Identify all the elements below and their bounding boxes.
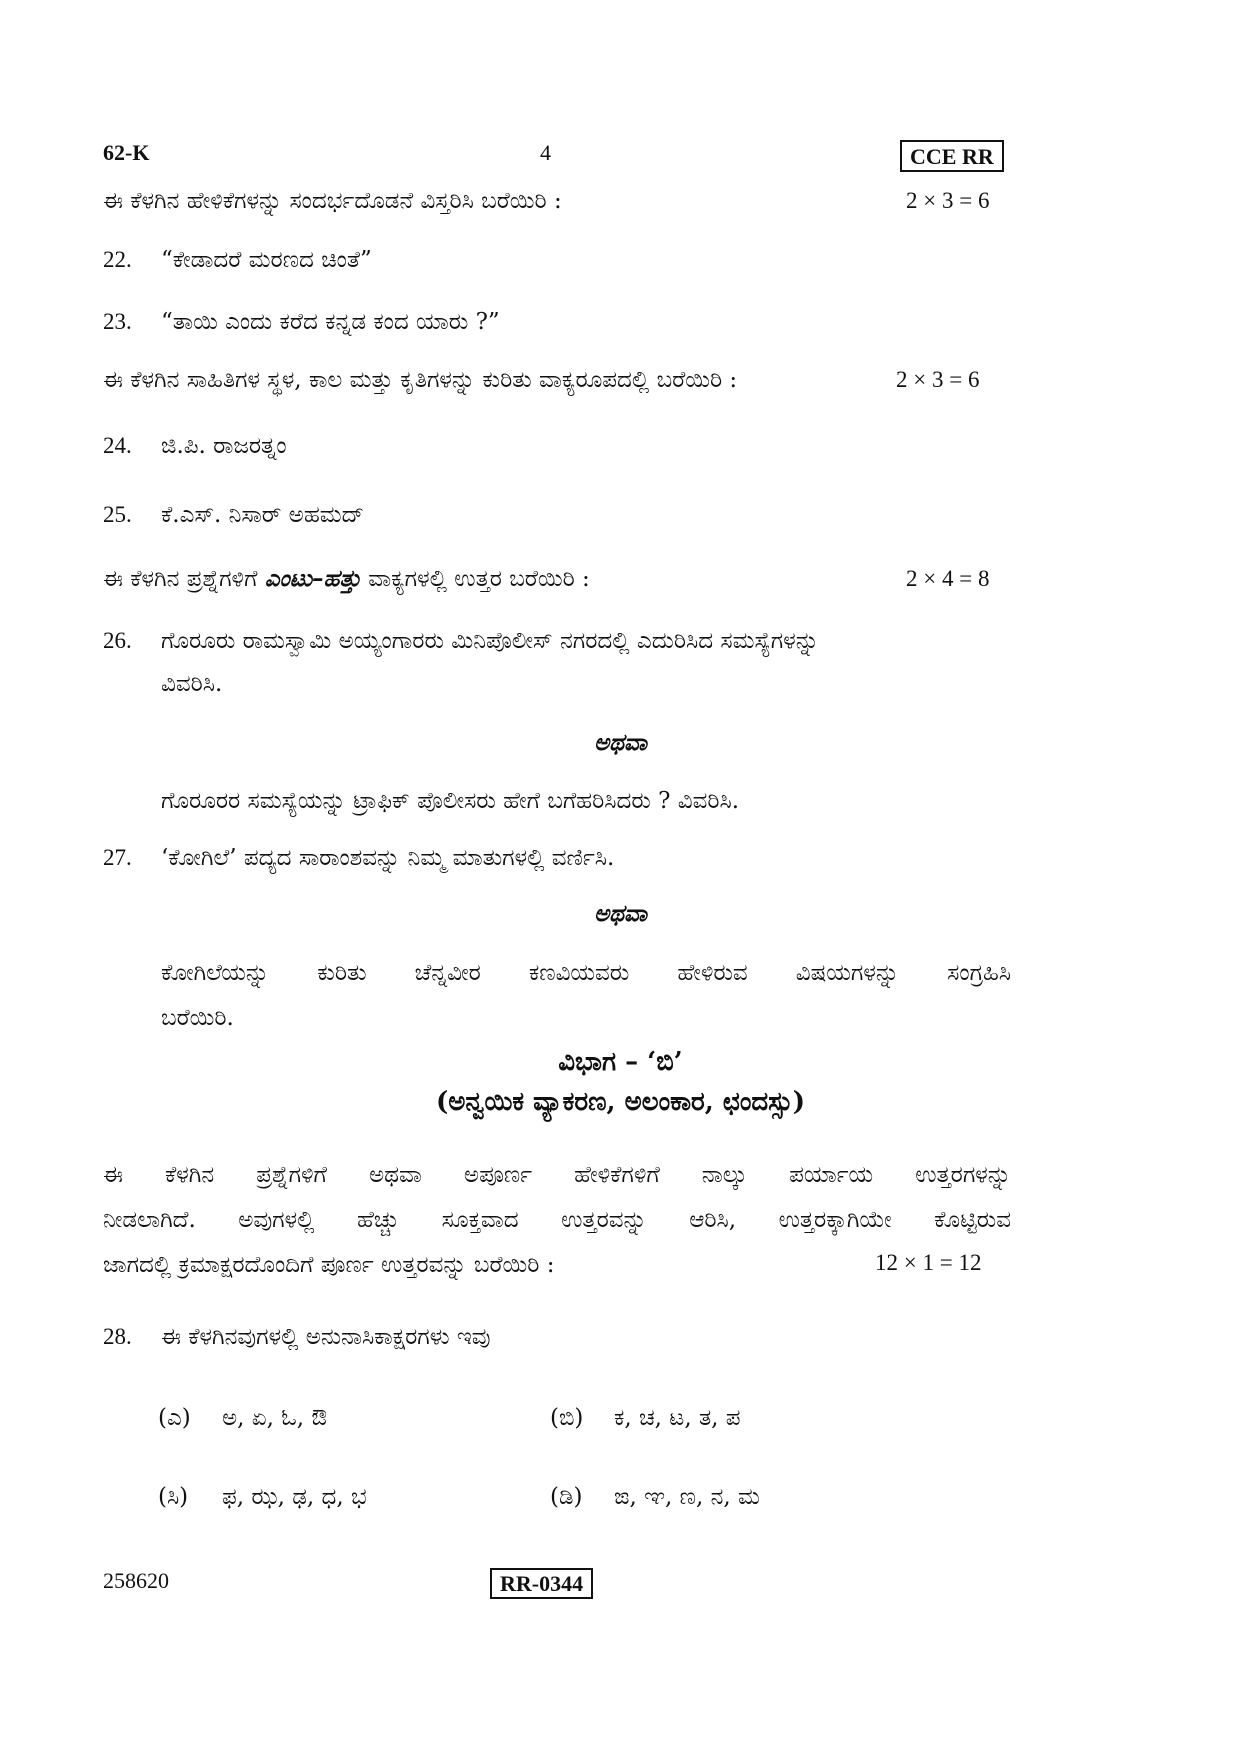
question-27-alt-line2: ಬರೆಯಿರಿ. — [161, 1005, 234, 1031]
or-label-26: ಅಥವಾ — [594, 729, 647, 756]
question-25 — [103, 500, 364, 530]
question-24 — [103, 431, 287, 461]
question-28 — [103, 1322, 491, 1352]
paper-code: 62-K — [103, 140, 150, 165]
question-number: 26. — [103, 628, 132, 653]
option-label: (ಡಿ) — [550, 1484, 583, 1510]
question-26-alt: ಗೊರೂರರ ಸಮಸ್ಯೆಯನ್ನು ಟ್ರಾಫಿಕ್ ಪೊಲೀಸರು ಹೇಗೆ ಬಗೆಹರಿಸಿದರು ? ವಿವರಿಸಿ. — [161, 788, 740, 814]
question-27-alt — [161, 958, 1011, 988]
option-text: ಅ, ಏ, ಓ, ಔ — [222, 1405, 328, 1431]
question-number: 28. — [103, 1324, 132, 1349]
question-number: 25. — [103, 502, 132, 527]
instruction-emphasis: ಎಂಟು–ಹತ್ತು — [264, 565, 361, 592]
question-26-cont: ವಿವರಿಸಿ. — [161, 671, 223, 697]
option-c — [158, 1482, 367, 1512]
part-b-subtitle: (ಅನ್ವಯಿಕ ವ್ಯಾಕರಣ, ಅಲಂಕಾರ, ಛಂದಸ್ಸು) — [435, 1087, 806, 1117]
question-text: “ಕೇಡಾದರೆ ಮರಣದ ಚಿಂತೆ” — [161, 247, 372, 273]
question-text: ಜಿ.ಪಿ. ರಾಜರತ್ನಂ — [161, 433, 287, 459]
question-text: ಕೆ.ಎಸ್. ನಿಸಾರ್ ಅಹಮದ್ — [161, 502, 364, 528]
question-number: 27. — [103, 845, 132, 870]
instruction-s4-line3: ಜಾಗದಲ್ಲಿ ಕ್ರಮಾಕ್ಷರದೊಂದಿಗೆ ಪೂರ್ಣ ಉತ್ತರವನ್ನು ಬರೆಯಿರಿ : — [103, 1252, 555, 1278]
instruction-s3 — [103, 564, 590, 594]
option-text: ಫ, ಝ, ಢ, ಧ, ಭ — [222, 1484, 367, 1510]
question-number: 22. — [103, 247, 132, 272]
option-d — [550, 1482, 760, 1512]
or-label-27: ಅಥವಾ — [594, 900, 647, 927]
question-text: “ತಾಯಿ ಎಂದು ಕರೆದ ಕನ್ನಡ ಕಂದ ಯಾರು ?” — [161, 309, 500, 335]
marks-s1: 2 × 3 = 6 — [906, 188, 990, 213]
exam-type-box: CCE RR — [900, 140, 1004, 172]
question-text: ಗೊರೂರು ರಾಮಸ್ವಾಮಿ ಅಯ್ಯಂಗಾರರು ಮಿನಿಪೊಲೀಸ್ ನಗರದಲ್ಲಿ ಎದುರಿಸಿದ ಸಮಸ್ಯೆಗಳನ್ನು — [161, 628, 819, 654]
footer-code-box: RR-0344 — [490, 1568, 593, 1599]
question-27-alt-line1: ಕೋಗಿಲೆಯನ್ನು ಕುರಿತು ಚೆನ್ನವೀರ ಕಣವಿಯವರು ಹೇಳಿರುವ ವಿಷಯಗಳನ್ನು ಸಂಗ್ರಹಿಸಿ — [161, 960, 1011, 986]
instruction-s4-line2: ನೀಡಲಾಗಿದೆ. ಅವುಗಳಲ್ಲಿ ಹೆಚ್ಚು ಸೂಕ್ತವಾದ ಉತ್ತರವನ್ನು ಆರಿಸಿ, ಉತ್ತರಕ್ಕಾಗಿಯೇ ಕೊಟ್ಟಿರುವ — [103, 1207, 1011, 1233]
question-text: ‘ಕೋಗಿಲೆ’ ಪದ್ಯದ ಸಾರಾಂಶವನ್ನು ನಿಮ್ಮ ಮಾತುಗಳಲ್ಲಿ ವರ್ಣಿಸಿ. — [161, 845, 615, 871]
option-b — [550, 1403, 741, 1433]
marks-s4: 12 × 1 = 12 — [875, 1250, 982, 1275]
question-27 — [103, 843, 614, 873]
instruction-s1: ಈ ಕೆಳಗಿನ ಹೇಳಿಕೆಗಳನ್ನು ಸಂದರ್ಭದೊಡನೆ ವಿಸ್ತರಿಸಿ ಬರೆಯಿರಿ : — [103, 188, 562, 214]
part-b-title: ವಿಭಾಗ – ‘ಬಿ’ — [558, 1047, 683, 1077]
marks-s2: 2 × 3 = 6 — [896, 367, 980, 392]
instruction-s2: ಈ ಕೆಳಗಿನ ಸಾಹಿತಿಗಳ ಸ್ಥಳ, ಕಾಲ ಮತ್ತು ಕೃತಿಗಳನ್ನು ಕುರಿತು ವಾಕ್ಯರೂಪದಲ್ಲಿ ಬರೆಯಿರಿ : — [103, 367, 738, 393]
instruction-s4-line1: ಈ ಕೆಳಗಿನ ಪ್ರಶ್ನೆಗಳಿಗೆ ಅಥವಾ ಅಪೂರ್ಣ ಹೇಳಿಕೆಗಳಿಗೆ ನಾಲ್ಕು ಪರ್ಯಾಯ ಉತ್ತರಗಳನ್ನು — [103, 1162, 1011, 1188]
page-number: 4 — [540, 140, 551, 165]
question-26 — [103, 626, 819, 656]
footer-serial: 258620 — [103, 1568, 169, 1593]
option-a — [158, 1403, 327, 1433]
option-text: ಙ, ಞ, ಣ, ನ, ಮ — [614, 1484, 760, 1510]
question-text: ಈ ಕೆಳಗಿನವುಗಳಲ್ಲಿ ಅನುನಾಸಿಕಾಕ್ಷರಗಳು ಇವು — [161, 1324, 491, 1350]
question-23 — [103, 307, 500, 337]
option-label: (ಬಿ) — [550, 1405, 584, 1431]
instruction-pre: ಈ ಕೆಳಗಿನ ಪ್ರಶ್ನೆಗಳಿಗೆ — [103, 566, 265, 592]
option-text: ಕ, ಚ, ಟ, ತ, ಪ — [614, 1405, 741, 1431]
question-number: 23. — [103, 309, 132, 334]
question-22 — [103, 245, 372, 275]
instruction-post: ವಾಕ್ಯಗಳಲ್ಲಿ ಉತ್ತರ ಬರೆಯಿರಿ : — [360, 566, 590, 592]
option-label: (ಎ) — [158, 1405, 191, 1431]
question-number: 24. — [103, 433, 132, 458]
marks-s3: 2 × 4 = 8 — [906, 566, 990, 591]
option-label: (ಸಿ) — [158, 1484, 189, 1510]
